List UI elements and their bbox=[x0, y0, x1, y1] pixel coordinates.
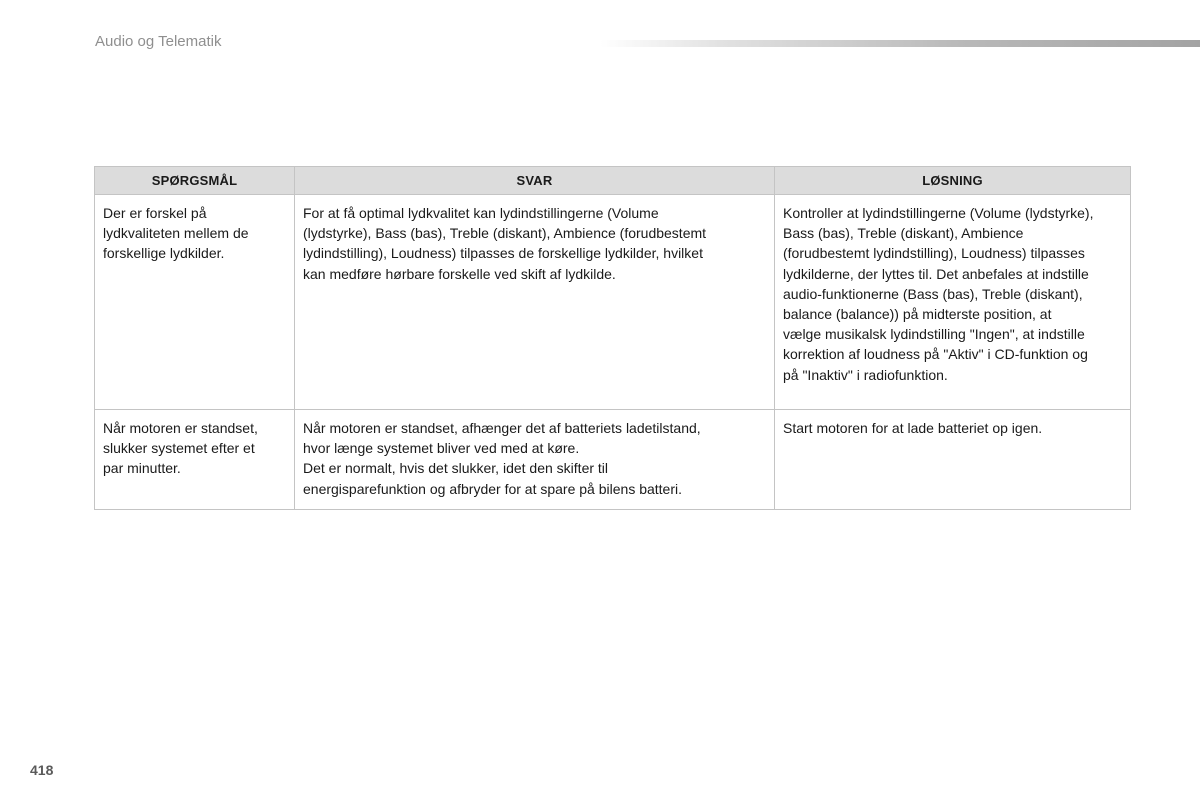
table-row bbox=[95, 195, 1131, 410]
text-line: Når motoren er standset, bbox=[103, 420, 258, 436]
question-cell bbox=[95, 410, 295, 510]
text-line: korrektion af loudness på "Aktiv" i CD-funktion og bbox=[783, 346, 1088, 363]
text-line: lydkvaliteten mellem de bbox=[103, 225, 249, 242]
text-line: (lydstyrke), Bass (bas), Treble (diskant), Ambience (forudbestemt bbox=[303, 225, 707, 242]
text-line: lydindstilling), Loudness) tilpasses de forskellige lydkilder, hvilket bbox=[303, 245, 703, 262]
troubleshooting-table bbox=[94, 166, 1131, 510]
text-line: (forudbestemt lydindstilling), Loudness) tilpasses bbox=[783, 245, 1085, 262]
text-line: Det er normalt, hvis det slukker, idet den skifter til bbox=[303, 460, 609, 477]
solution-cell bbox=[775, 195, 1131, 410]
answer-cell bbox=[295, 410, 775, 510]
text-line: vælge musikalsk lydindstilling "Ingen", at indstille bbox=[783, 326, 1085, 343]
text-line: Bass (bas), Treble (diskant), Ambience bbox=[783, 225, 1024, 242]
column-header-answer: SVAR bbox=[295, 167, 775, 195]
text-line: Kontroller at lydindstillingerne (Volume (lydstyrke), bbox=[783, 205, 1094, 221]
page-number: 418 bbox=[30, 762, 54, 778]
answer-cell bbox=[295, 195, 775, 410]
column-header-solution: LØSNING bbox=[775, 167, 1131, 195]
text-line: kan medføre hørbare forskelle ved skift af lydkilde. bbox=[303, 265, 616, 282]
text-line: forskellige lydkilder. bbox=[103, 245, 225, 262]
text-line: audio-funktionerne (Bass (bas), Treble (diskant), bbox=[783, 285, 1083, 302]
text-line: Når motoren er standset, afhænger det af batteriets ladetilstand, bbox=[303, 420, 701, 436]
text-line: Start motoren for at lade batteriet op igen. bbox=[783, 420, 1043, 436]
section-title: Audio og Telematik bbox=[95, 33, 222, 50]
text-line: energisparefunktion og afbryder for at spare på bilens batteri. bbox=[303, 480, 683, 497]
text-line: balance (balance)) på midterste position, at bbox=[783, 306, 1052, 323]
header-gradient-bar bbox=[600, 40, 1200, 47]
text-line: Der er forskel på bbox=[103, 205, 207, 221]
table-row bbox=[95, 410, 1131, 510]
text-line: slukker systemet efter et bbox=[103, 440, 255, 457]
column-header-question: SPØRGSMÅL bbox=[95, 167, 295, 195]
text-line: på "Inaktiv" i radiofunktion. bbox=[783, 366, 948, 383]
text-line: hvor længe systemet bliver ved med at køre. bbox=[303, 440, 580, 457]
question-cell bbox=[95, 195, 295, 410]
text-line: par minutter. bbox=[103, 460, 181, 477]
text-line: lydkilderne, der lyttes til. Det anbefales at indstille bbox=[783, 265, 1089, 282]
text-line: For at få optimal lydkvalitet kan lydindstillingerne (Volume bbox=[303, 205, 659, 221]
table-header-row bbox=[95, 167, 1131, 195]
solution-cell bbox=[775, 410, 1131, 510]
